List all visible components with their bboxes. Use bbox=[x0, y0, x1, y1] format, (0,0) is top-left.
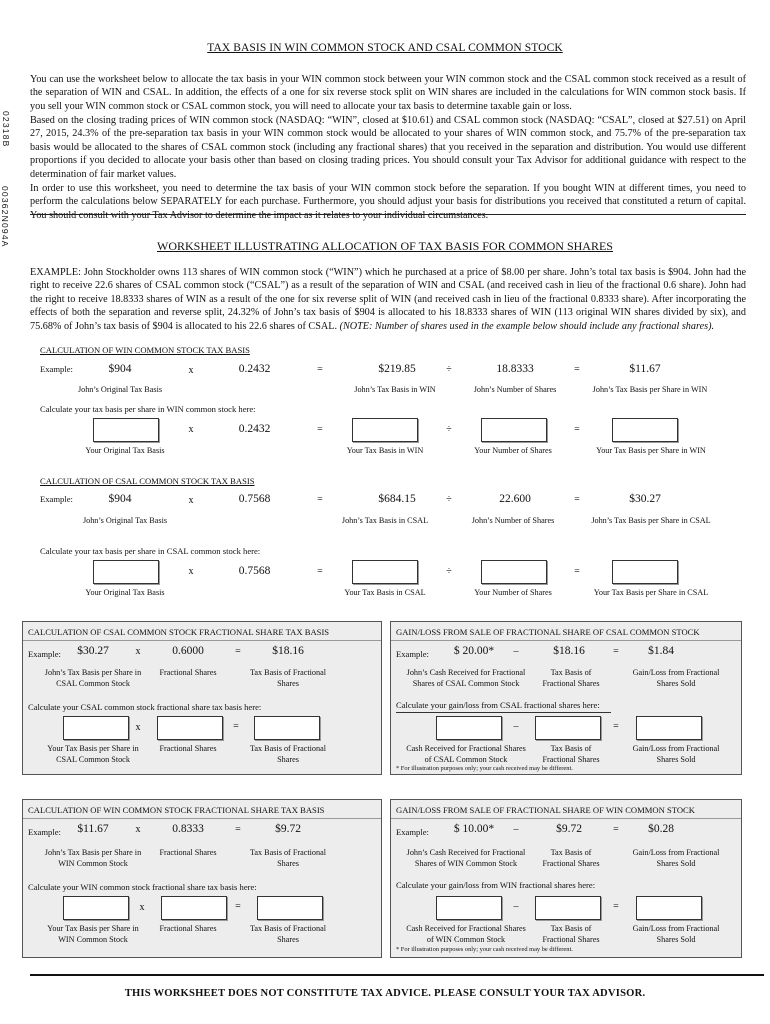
csal-example-equals-2: = bbox=[574, 494, 580, 505]
intro-paragraph-3: In order to use this worksheet, you need to determine the tax basis of your WIN common stock before the separation. If you bought WIN at different times, you need to perform the calculations below SEPARATELY for each purchase. Furthermore, you should adjust your basis for distributions you received that constituted a return of capital. You should consult with your Tax Advisor to determine the impact as it relates to your individual circumstances. bbox=[30, 183, 746, 221]
win-frac-ex-c: $9.72 bbox=[275, 823, 301, 835]
win-basis-heading: CALCULATION OF WIN COMMON STOCK TAX BASIS bbox=[40, 345, 250, 355]
win-cap-result: John’s Tax Basis in WIN bbox=[354, 385, 436, 394]
csal-frac-calc-prompt: Calculate your CSAL common stock fractional share tax basis here: bbox=[28, 702, 262, 712]
csal-cap-basis: John’s Original Tax Basis bbox=[82, 516, 168, 525]
win-gain-your-c-input[interactable] bbox=[636, 896, 702, 920]
csal-frac-ex-b: 0.6000 bbox=[172, 645, 204, 657]
csal-frac-ycap-c: Tax Basis of Fractional Shares bbox=[249, 744, 327, 764]
csal-gain-your-b-input[interactable] bbox=[535, 716, 601, 740]
win-frac-ex-a: $11.67 bbox=[77, 823, 109, 835]
csal-frac-your-c-input[interactable] bbox=[254, 716, 320, 740]
example-paragraph: EXAMPLE: John Stockholder owns 113 shares of WIN common stock (“WIN”) which he purchased at a price of $8.00 per share. John’s total tax basis is $904. John had the right to receive 22.6 shares of CSAL common stock (“CSAL”) as a result of the separation of WIN and CSAL (and received cash in lieu of the fractional 0.6 share). John had the right to receive 18.8333 shares of WIN as a result of the one for six reverse split of WIN (and received cash in lieu of the fractional 0.8333 share). After incorporating the effects of both the separation and reverse split, 24.32% of John’s tax basis of $904 is allocated to his 18.8333 shares of WIN (113 original WIN shares divided by six), and 75.68% of John’s tax basis of $904 is allocated to his 22.6 shares of CSAL. (NOTE: Number of shares used in the example below should include any fractional shares). bbox=[30, 267, 746, 332]
csal-frac-calc-times: x bbox=[135, 722, 141, 733]
win-your-result-input[interactable] bbox=[352, 418, 418, 442]
win-frac-heading: CALCULATION OF WIN COMMON STOCK FRACTIONAL SHARE TAX BASIS bbox=[28, 805, 325, 815]
csal-frac-cap-a: John’s Tax Basis per Share in CSAL Common Stock bbox=[44, 668, 142, 688]
win-gain-calc-minus: – bbox=[513, 901, 519, 912]
csal-gain-heading: GAIN/LOSS FROM SALE OF FRACTIONAL SHARE OF CSAL COMMON STOCK bbox=[396, 627, 700, 637]
win-example-shares: 18.8333 bbox=[496, 363, 534, 375]
win-calc-prompt: Calculate your tax basis per share in WIN common stock here: bbox=[40, 404, 256, 414]
win-frac-ex-times: x bbox=[135, 824, 141, 835]
csal-cap-result: John’s Tax Basis in CSAL bbox=[341, 516, 429, 525]
csal-ycap-shares: Your Number of Shares bbox=[474, 588, 552, 597]
footer-divider bbox=[30, 974, 764, 976]
csal-frac-ycap-a: Your Tax Basis per Share in CSAL Common Stock bbox=[47, 744, 139, 764]
intro-paragraph-1: You can use the worksheet below to allocate the tax basis in your WIN common stock between your WIN common stock and the CSAL common stock received as a result of the separation of WIN and CSAL. In addition, the effects of a one for six reverse stock split on WIN shares are included in the calculations for WIN common stock basis. If you sell your WIN common stock or CSAL common stock, you will need to allocate your tax basis to determine taxable gain or loss. bbox=[30, 74, 746, 112]
win-frac-your-a-input[interactable] bbox=[63, 896, 129, 920]
win-gain-cap-a: John’s Cash Received for Fractional Shares of WIN Common Stock bbox=[406, 848, 526, 868]
win-your-shares-input[interactable] bbox=[481, 418, 547, 442]
win-cap-per-share: John’s Tax Basis per Share in WIN bbox=[592, 385, 708, 394]
win-example-label: Example: bbox=[40, 364, 73, 374]
csal-gain-ex-b: $18.16 bbox=[553, 645, 585, 657]
disclaimer-footer: THIS WORKSHEET DOES NOT CONSTITUTE TAX ADVICE. PLEASE CONSULT YOUR TAX ADVISOR. bbox=[124, 988, 646, 999]
csal-frac-your-a-input[interactable] bbox=[63, 716, 129, 740]
win-frac-ycap-b: Fractional Shares bbox=[159, 924, 217, 933]
win-gain-your-b-input[interactable] bbox=[535, 896, 601, 920]
csal-frac-example-label: Example: bbox=[28, 649, 61, 659]
csal-frac-heading: CALCULATION OF CSAL COMMON STOCK FRACTIONAL SHARE TAX BASIS bbox=[28, 627, 330, 637]
csal-ycap-basis: Your Original Tax Basis bbox=[85, 588, 165, 597]
win-cap-basis: John’s Original Tax Basis bbox=[77, 385, 163, 394]
win-gain-example-label: Example: bbox=[396, 827, 429, 837]
win-frac-example-label: Example: bbox=[28, 827, 61, 837]
csal-gain-footnote: * For illustration purposes only; your cash received may be different. bbox=[396, 765, 573, 772]
csal-example-result: $684.15 bbox=[378, 493, 416, 505]
win-frac-cap-c: Tax Basis of Fractional Shares bbox=[249, 848, 327, 868]
win-gain-calc-prompt: Calculate your gain/loss from WIN fractional shares here: bbox=[396, 880, 596, 890]
win-gain-ycap-b: Tax Basis of Fractional Shares bbox=[542, 924, 600, 944]
win-calc-factor: 0.2432 bbox=[238, 423, 271, 435]
csal-frac-cap-b: Fractional Shares bbox=[159, 668, 217, 677]
csal-gain-ycap-a: Cash Received for Fractional Shares of CSAL Common Stock bbox=[406, 744, 526, 764]
win-gain-footnote: * For illustration purposes only; your cash received may be different. bbox=[396, 946, 573, 953]
csal-calc-equals: = bbox=[317, 566, 323, 577]
csal-ycap-per-share: Your Tax Basis per Share in CSAL bbox=[593, 588, 709, 597]
csal-frac-cap-c: Tax Basis of Fractional Shares bbox=[249, 668, 327, 688]
header-divider bbox=[30, 214, 746, 215]
csal-basis-heading: CALCULATION OF CSAL COMMON STOCK TAX BASIS bbox=[40, 476, 255, 486]
page-title: TAX BASIS IN WIN COMMON STOCK AND CSAL COMMON STOCK bbox=[207, 42, 563, 54]
win-frac-your-c-input[interactable] bbox=[257, 896, 323, 920]
win-calc-times: x bbox=[188, 424, 194, 435]
win-fractional-basis-panel bbox=[22, 799, 382, 958]
win-gain-ex-minus: – bbox=[513, 824, 519, 835]
win-gain-ycap-a: Cash Received for Fractional Shares of WIN Common Stock bbox=[406, 924, 526, 944]
win-gain-ex-equals: = bbox=[613, 824, 619, 835]
win-gain-calc-equals: = bbox=[613, 901, 619, 912]
csal-example-divide: ÷ bbox=[446, 494, 452, 505]
csal-gain-ycap-b: Tax Basis of Fractional Shares bbox=[542, 744, 600, 764]
csal-frac-calc-equals: = bbox=[233, 721, 239, 732]
win-your-basis-input[interactable] bbox=[93, 418, 159, 442]
win-gain-ycap-c: Gain/Loss from Fractional Shares Sold bbox=[632, 924, 720, 944]
win-gain-cap-c: Gain/Loss from Fractional Shares Sold bbox=[632, 848, 720, 868]
win-your-per-share-input[interactable] bbox=[612, 418, 678, 442]
csal-gain-ex-a: $ 20.00* bbox=[453, 645, 495, 657]
csal-gain-ex-minus: – bbox=[513, 646, 519, 657]
csal-frac-ex-times: x bbox=[135, 646, 141, 657]
win-gain-ex-b: $9.72 bbox=[556, 823, 582, 835]
csal-example-basis: $904 bbox=[108, 493, 132, 505]
win-ycap-per-share: Your Tax Basis per Share in WIN bbox=[596, 446, 706, 455]
csal-frac-ex-c: $18.16 bbox=[272, 645, 304, 657]
csal-example-equals: = bbox=[317, 494, 323, 505]
win-frac-ycap-a: Your Tax Basis per Share in WIN Common Stock bbox=[47, 924, 139, 944]
csal-ycap-result: Your Tax Basis in CSAL bbox=[344, 588, 426, 597]
win-ycap-result: Your Tax Basis in WIN bbox=[346, 446, 424, 455]
csal-your-per-share-input[interactable] bbox=[612, 560, 678, 584]
win-ycap-shares: Your Number of Shares bbox=[474, 446, 552, 455]
csal-your-basis-input[interactable] bbox=[93, 560, 159, 584]
win-frac-ycap-c: Tax Basis of Fractional Shares bbox=[249, 924, 327, 944]
csal-gain-calc-prompt: Calculate your gain/loss from CSAL fractional shares here: bbox=[396, 700, 600, 710]
csal-gain-ycap-c: Gain/Loss from Fractional Shares Sold bbox=[632, 744, 720, 764]
win-gain-your-a-input[interactable] bbox=[436, 896, 502, 920]
win-gain-ex-c: $0.28 bbox=[648, 823, 674, 835]
win-frac-ex-equals: = bbox=[235, 824, 241, 835]
win-example-times: x bbox=[188, 365, 194, 376]
win-example-result: $219.85 bbox=[378, 363, 416, 375]
csal-calc-times: x bbox=[188, 566, 194, 577]
csal-gain-example-label: Example: bbox=[396, 649, 429, 659]
csal-calc-factor: 0.7568 bbox=[238, 565, 271, 577]
win-frac-calc-prompt: Calculate your WIN common stock fractional share tax basis here: bbox=[28, 882, 257, 892]
win-frac-cap-a: John’s Tax Basis per Share in WIN Common Stock bbox=[44, 848, 142, 868]
csal-calc-equals-2: = bbox=[574, 566, 580, 577]
win-frac-calc-equals: = bbox=[235, 901, 241, 912]
intro-paragraph-2: Based on the closing trading prices of WIN common stock (NASDAQ: “WIN”, closed at $10.61) and CSAL common stock (NASDAQ: “CSAL”, closed at $27.51) on April 27, 2015, 24.3% of the pre-separation tax basis in your WIN common stock would be allocated to your shares of WIN common stock, and 75.7% of the pre-separation tax basis would be allocated to the shares of CSAL common stock (including any fractional shares) that you received in the separation and distribution. You would use different proportions if you decided to allocate your basis other than based on closing trading prices. You should consult your Tax Advisor for additional guidance with respect to the determination of fair market values. bbox=[30, 115, 746, 180]
csal-example-label: Example: bbox=[40, 494, 73, 504]
csal-frac-ex-equals: = bbox=[235, 646, 241, 657]
win-gain-heading: GAIN/LOSS FROM SALE OF FRACTIONAL SHARE OF WIN COMMON STOCK bbox=[396, 805, 695, 815]
csal-example-times: x bbox=[188, 495, 194, 506]
csal-gain-ex-equals: = bbox=[613, 646, 619, 657]
win-calc-equals-2: = bbox=[574, 424, 580, 435]
win-gain-loss-panel bbox=[390, 799, 742, 958]
side-code-1: 02318B bbox=[1, 111, 11, 148]
csal-gain-loss-panel bbox=[390, 621, 742, 775]
csal-gain-prompt-rule bbox=[396, 712, 611, 713]
csal-frac-ycap-b: Fractional Shares bbox=[159, 744, 217, 753]
csal-gain-cap-b: Tax Basis of Fractional Shares bbox=[542, 668, 600, 688]
csal-cap-per-share: John’s Tax Basis per Share in CSAL bbox=[591, 516, 711, 525]
csal-gain-your-c-input[interactable] bbox=[636, 716, 702, 740]
win-frac-your-b-input[interactable] bbox=[161, 896, 227, 920]
win-example-per-share: $11.67 bbox=[629, 363, 661, 375]
csal-example-shares: 22.600 bbox=[499, 493, 531, 505]
csal-your-shares-input[interactable] bbox=[481, 560, 547, 584]
win-example-basis: $904 bbox=[108, 363, 132, 375]
win-calc-divide: ÷ bbox=[446, 424, 452, 435]
csal-fractional-basis-panel bbox=[22, 621, 382, 775]
win-calc-equals: = bbox=[317, 424, 323, 435]
win-frac-cap-b: Fractional Shares bbox=[159, 848, 217, 857]
csal-example-per-share: $30.27 bbox=[629, 493, 661, 505]
csal-frac-your-b-input[interactable] bbox=[157, 716, 223, 740]
csal-example-factor: 0.7568 bbox=[238, 493, 271, 505]
win-gain-cap-b: Tax Basis of Fractional Shares bbox=[542, 848, 600, 868]
win-gain-ex-a: $ 10.00* bbox=[453, 823, 495, 835]
win-example-factor: 0.2432 bbox=[238, 363, 271, 375]
csal-your-result-input[interactable] bbox=[352, 560, 418, 584]
csal-gain-cap-a: John’s Cash Received for Fractional Shares of CSAL Common Stock bbox=[406, 668, 526, 688]
win-cap-shares: John’s Number of Shares bbox=[473, 385, 557, 394]
win-example-divide: ÷ bbox=[446, 364, 452, 375]
csal-gain-ex-c: $1.84 bbox=[648, 645, 674, 657]
csal-frac-ex-a: $30.27 bbox=[77, 645, 109, 657]
win-frac-ex-b: 0.8333 bbox=[172, 823, 204, 835]
win-frac-calc-times: x bbox=[139, 902, 145, 913]
win-example-equals-2: = bbox=[574, 364, 580, 375]
side-code-2: 00362N094A bbox=[0, 186, 10, 248]
csal-calc-divide: ÷ bbox=[446, 566, 452, 577]
win-ycap-basis: Your Original Tax Basis bbox=[85, 446, 165, 455]
csal-gain-calc-equals: = bbox=[613, 721, 619, 732]
worksheet-title: WORKSHEET ILLUSTRATING ALLOCATION OF TAX BASIS FOR COMMON SHARES bbox=[157, 239, 613, 253]
csal-gain-cap-c: Gain/Loss from Fractional Shares Sold bbox=[632, 668, 720, 688]
csal-gain-your-a-input[interactable] bbox=[436, 716, 502, 740]
csal-gain-calc-minus: – bbox=[513, 721, 519, 732]
csal-calc-prompt: Calculate your tax basis per share in CSAL common stock here: bbox=[40, 546, 261, 556]
win-example-equals: = bbox=[317, 364, 323, 375]
csal-cap-shares: John’s Number of Shares bbox=[471, 516, 555, 525]
